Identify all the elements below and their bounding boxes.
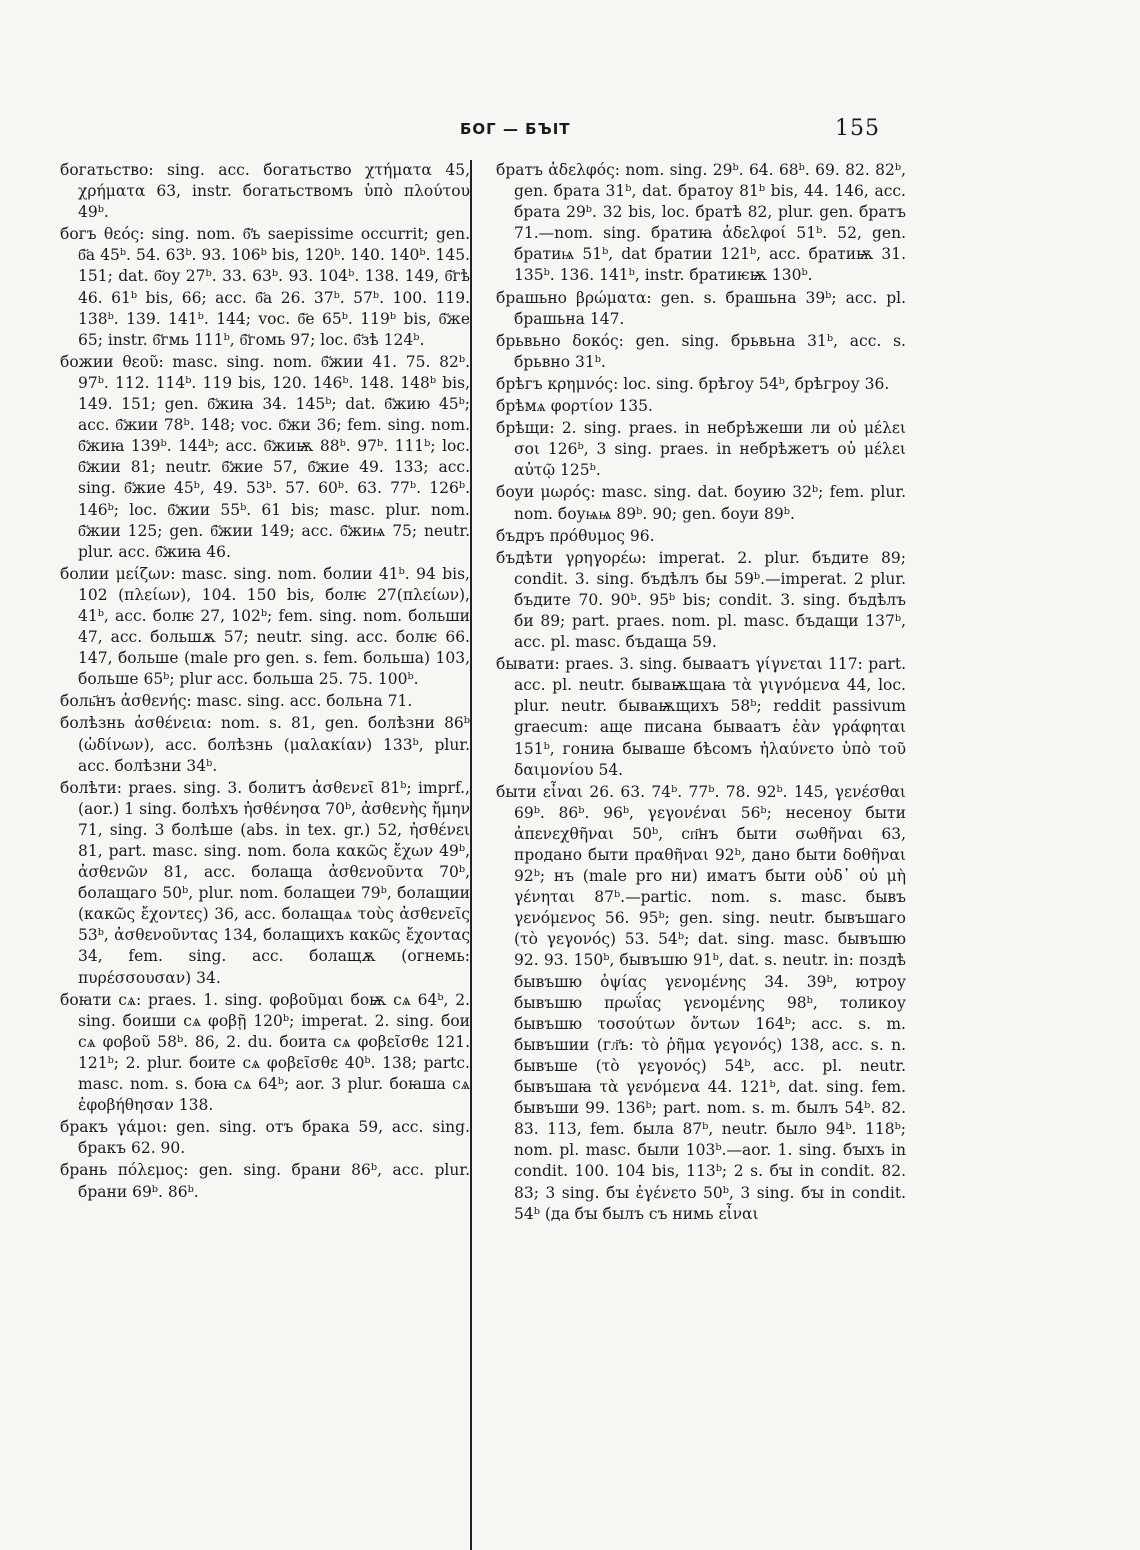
dictionary-entry: брѣмѧ φορτίον 135. [496, 397, 653, 416]
dictionary-entry: божии θεοῦ: masc. sing. nom. б҃жии 41. 75. 82ᵇ. 97ᵇ. 112. 114ᵇ. 119 bis, 120. 146ᵇ. 148. 148ᵇ bis, 149. 151; gen. б҃жиꙗ 34. 145ᵇ; dat. б҃жию 45ᵇ; acc. б҃жии 78ᵇ. 148; voc. б҃жи 36; fem. sing. nom. б҃жиꙗ 139ᵇ. 144ᵇ; acc. б҃жиѭ 88ᵇ. 97ᵇ. 111ᵇ; loc. б҃жии 81; neutr. б҃жие 57, б҃жие 49. 133; acc. sing. б҃жие 45ᵇ, 49. 53ᵇ. 57. 60ᵇ. 63. 77ᵇ. 126ᵇ. 146ᵇ; loc. б҃жии 55ᵇ. 61 bis; masc. plur. nom. б҃жии 125; gen. б҃жии 149; acc. б҃жиѩ 75; neutr. plur. acc. б҃жиꙗ 46. [60, 352, 470, 561]
dictionary-entry: брѣгъ κρημνός: loc. sing. брѣгоу 54ᵇ, брѣгроу 36. [496, 374, 890, 393]
dictionary-entry: болии μείζων: masc. sing. nom. болии 41ᵇ. 94 bis, 102 (πλείων), 104. 150 bis, болѥ 27(πλείων), 41ᵇ, acc. болѥ 27, 102ᵇ; fem. sing. nom. больши 47, acc. большѫ 57; neutr. sing. acc. болѥ 66. 147, больше (male pro gen. s. fem. больша) 103, больше 65ᵇ; plur acc. больша 25. 75. 100ᵇ. [60, 564, 470, 689]
dictionary-entry: брѣщи: 2. sing. praes. in небрѣжеши ли οὐ μέλει σοι 126ᵇ, 3 sing. praes. in небрѣжетъ οὐ μέλει αὐτῷ 125ᵇ. [496, 419, 906, 480]
dictionary-entry: бъдѣти γρηγορέω: imperat. 2. plur. бъдите 89; condit. 3. sing. бъдѣлъ бы 59ᵇ.—imperat. 2 plur. бъдите 70. 90ᵇ. 95ᵇ bis; condit. 3. sing. бъдѣлъ би 89; part. praes. nom. pl. masc. бъдащи 137ᵇ, acc. pl. masc. бъдаща 59. [496, 548, 906, 652]
dictionary-entry: быти εἶναι 26. 63. 74ᵇ. 77ᵇ. 78. 92ᵇ. 145, γενέσθαι 69ᵇ. 86ᵇ. 96ᵇ, γεγονέναι 56ᵇ; несенoу быти ἀπενεχθῆναι 50ᵇ, сп҃нъ быти σωθῆναι 63, продано быти πραθῆναι 92ᵇ, дано быти δοθῆναι 92ᵇ; нъ (male pro ни) иматъ быти οὐδ᾽ οὐ μὴ γένηται 87ᵇ.—partic. nom. s. masc. бывъ γενόμενος 56. 95ᵇ; gen. sing. neutr. бывъшаго (τὸ γεγονός) 53. 54ᵇ; dat. sing. masc. бывъшю 92. 93. 150ᵇ, бывъшю 91ᵇ, dat. s. neutr. in: поздѣ бывъшю ὀψίας γενομένης 34. 39ᵇ, ютроу бывъшю πρωΐας γενομένης 98ᵇ, толикоу бывъшю τοσούτων ὄντων 164ᵇ; acc. s. m. бывъшии (гл҃ъ: τὸ ῥῆμα γεγονός) 138, acc. s. n. бывъше (τὸ γεγονός) 54ᵇ, acc. pl. neutr. бывъшаꙗ τὰ γενόμενα 44. 121ᵇ, dat. sing. fem. бывъши 99. 136ᵇ; part. nom. s. m. былъ 54ᵇ. 82. 83. 113, fem. была 87ᵇ, neutr. было 94ᵇ. 118ᵇ; nom. pl. masc. были 103ᵇ.—aor. 1. sing. бꙑхъ in condit. 100. 104 bis, 113ᵇ; 2 s. бꙑ in condit. 82. 83; 3 sing. бꙑ ἐγένετο 50ᵇ, 3 sing. бꙑ in condit. 54ᵇ (да бꙑ былъ съ нимь εἶναι [496, 782, 906, 1223]
dictionary-entry: брьвьно δοκός: gen. sing. брьвьна 31ᵇ, acc. s. брьвно 31ᵇ. [496, 331, 906, 371]
page-number: 155 [835, 116, 880, 141]
page-header [60, 116, 880, 146]
dictionary-entry: богъ θεός: sing. nom. б҃ъ saepissime occurrit; gen. б҃а 45ᵇ. 54. 63ᵇ. 93. 106ᵇ bis, 120ᵇ. 140. 140ᵇ. 145. 151; dat. б҃оу 27ᵇ. 33. 63ᵇ. 93. 104ᵇ. 138. 149, б҃гѣ 46. 61ᵇ bis, 66; acc. б҃а 26. 37ᵇ. 57ᵇ. 100. 119. 138ᵇ. 139. 141ᵇ. 144; voc. б҃е 65ᵇ. 119ᵇ bis, б҃же 65; instr. б҃гмь 111ᵇ, б҃гомь 97; loc. б҃зѣ 124ᵇ. [60, 225, 470, 349]
left-column [60, 160, 470, 1204]
dictionary-entry: боꙗти сѧ: praes. 1. sing. φοβοῦμαι бoѭ сѧ 64ᵇ, 2. sing. боиши сѧ φοβῇ 120ᵇ; imperat. 2. sing. бои сѧ φοβοῦ 58ᵇ. 86, 2. du. боита сѧ φοβεῖσθε 121. 121ᵇ; 2. plur. боите сѧ φοβεῖσθε 40ᵇ. 138; partc. masc. nom. s. боꙗ сѧ 64ᵇ; aor. 3 plur. боꙗша сѧ ἐφοβήθησαν 138. [60, 990, 470, 1115]
dictionary-entry: бракъ γάμοι: gen. sing. отъ брака 59, acc. sing. бракъ 62. 90. [60, 1118, 470, 1158]
running-head: БОГ — БЪІТ [460, 120, 571, 138]
column-divider [470, 160, 472, 1550]
dictionary-entry: боуи μωρός: masc. sing. dat. боуию 32ᵇ; fem. plur. nom. боуѩѩ 89ᵇ. 90; gen. боуи 89ᵇ. [496, 483, 906, 523]
dictionary-entry: болѣти: praes. sing. 3. болитъ ἀσθενεῖ 81ᵇ; imprf., (aor.) 1 sing. болѣхъ ἠσθένησα 70ᵇ, ἀσθενὴς ἤμην 71, sing. 3 болѣше (abs. in tex. gr.) 52, ἠσθένει 81, part. masc. sing. nom. бола κακῶς ἔχων 49ᵇ, ἀσθενῶν 81, acc. болаща ἀσθενοῦντα 70ᵇ, болащаго 50ᵇ, plur. nom. болащеи 79ᵇ, болащии (κακῶς ἔχοντες) 36, acc. болащаѧ τοὺς ἀσθενεῖς 53ᵇ, ἀσθενοῦντας 134, болащихъ κακῶς ἔχοντας 34, fem. sing. acc. болащѫ (огнемь: πυρέσσουσαν) 34. [60, 778, 470, 987]
dictionary-entry: братъ ἀδελφός: nom. sing. 29ᵇ. 64. 68ᵇ. 69. 82. 82ᵇ, gen. брата 31ᵇ, dat. братоу 81ᵇ bis, 44. 146, acc. брата 29ᵇ. 32 bis, loc. братѣ 82, plur. gen. братъ 71.—nom. sing. братиꙗ ἀδελφοί 51ᵇ. 52, gen. братиѩ 51ᵇ, dat братии 121ᵇ, acc. братиѭ 31. 135ᵇ. 136. 141ᵇ, instr. братиѥѭ 130ᵇ. [496, 161, 906, 285]
dictionary-entry: брань πόλεμος: gen. sing. брани 86ᵇ, acc. plur. брани 69ᵇ. 86ᵇ. [60, 1161, 470, 1201]
dictionary-entry: бъдръ πρόθυμος 96. [496, 526, 655, 545]
dictionary-entry: бывати: praes. 3. sing. бываатъ γίγνεται 117: part. acc. pl. neutr. бываѭщаꙗ τὰ γιγνόμενα 44, loc. plur. neutr. бываѭщихъ 58ᵇ; reddit passivum graecum: аще писана бываатъ ἐὰν γράφηται 151ᵇ, гониꙗ бываше бѣсомъ ἠλαύνετο ὑπὸ τοῦ δαιμονίου 54. [496, 655, 906, 779]
dictionary-entry: боль҃нъ ἀσθενής: masc. sing. acc. больна 71. [60, 692, 413, 711]
right-column [496, 160, 906, 1226]
dictionary-entry: брашьно βρώματα: gen. s. брашьна 39ᵇ; acc. pl. брашьна 147. [496, 288, 906, 328]
dictionary-entry: богатьство: sing. acc. богатьство χτήματα 45, χρήματα 63, instr. богатьствомъ ὑπὸ πλούτου 49ᵇ. [60, 161, 470, 222]
dictionary-entry: болѣзнь ἀσθένεια: nom. s. 81, gen. болѣзни 86ᵇ (ὠδίνων), acc. болѣзнь (μαλακίαν) 133ᵇ, plur. acc. болѣзни 34ᵇ. [60, 714, 470, 775]
